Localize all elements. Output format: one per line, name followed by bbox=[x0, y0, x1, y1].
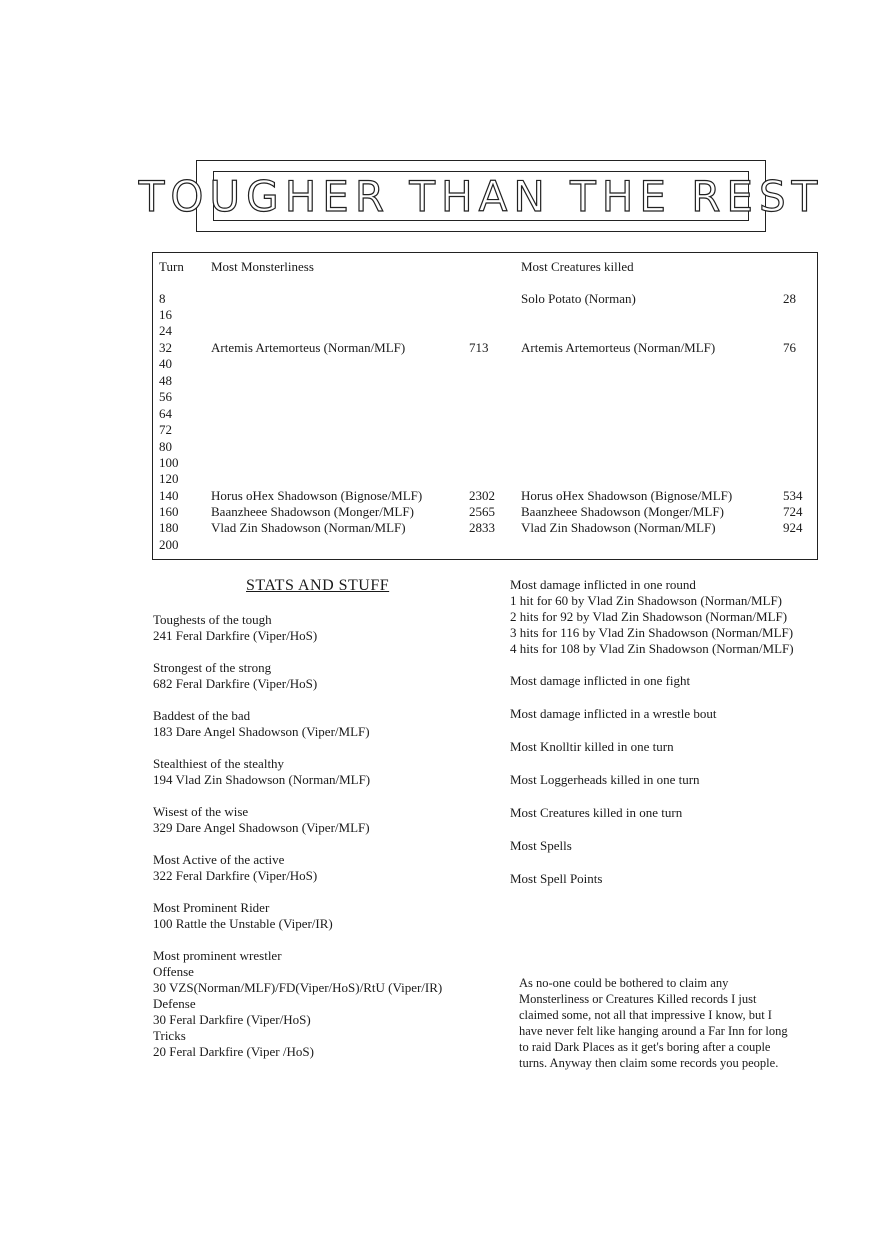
turn-cell: 24 bbox=[159, 323, 172, 338]
note-line: have never felt like hanging around a Far Inn for long bbox=[519, 1024, 788, 1038]
stat-block bbox=[153, 900, 493, 932]
record-label: Most Spells bbox=[510, 838, 572, 853]
turn-cell: 32 bbox=[159, 340, 172, 355]
creatures-value-cell: 924 bbox=[783, 520, 803, 535]
monsterliness-name-cell: Horus oHex Shadowson (Bignose/MLF) bbox=[211, 488, 423, 503]
turn-cell: 180 bbox=[159, 520, 179, 535]
stat-label: Baddest of the bad bbox=[153, 708, 251, 723]
table-row bbox=[153, 307, 817, 323]
stat-value: 100 Rattle the Unstable (Viper/IR) bbox=[153, 916, 333, 931]
note-line: As no-one could be bothered to claim any bbox=[519, 976, 729, 990]
creatures-name-cell: Horus oHex Shadowson (Bignose/MLF) bbox=[521, 488, 733, 503]
tricks-value: 20 Feral Darkfire (Viper /HoS) bbox=[153, 1044, 314, 1059]
creatures-value-cell: 724 bbox=[783, 504, 803, 519]
turn-cell: 48 bbox=[159, 373, 172, 388]
stat-value: 183 Dare Angel Shadowson (Viper/MLF) bbox=[153, 724, 370, 739]
table-row bbox=[153, 323, 817, 339]
creatures-value-cell: 534 bbox=[783, 488, 803, 503]
record-label: Most Knolltir killed in one turn bbox=[510, 739, 674, 754]
note-line: claimed some, not all that impressive I know, but I bbox=[519, 1008, 772, 1022]
wrestler-label: Most prominent wrestler bbox=[153, 948, 282, 963]
monsterliness-value-cell: 2565 bbox=[469, 504, 495, 519]
note-line: to raid Dark Places as it get's boring after a couple bbox=[519, 1040, 771, 1054]
table-row bbox=[153, 389, 817, 405]
table-row bbox=[153, 520, 817, 536]
table-row bbox=[153, 537, 817, 553]
note-line: Monsterliness or Creatures Killed records I just bbox=[519, 992, 757, 1006]
turn-cell: 40 bbox=[159, 356, 172, 371]
table-row bbox=[153, 422, 817, 438]
record-label: Most Spell Points bbox=[510, 871, 603, 886]
offense-label: Offense bbox=[153, 964, 194, 979]
turn-cell: 100 bbox=[159, 455, 179, 470]
table-row bbox=[153, 291, 817, 307]
turn-cell: 64 bbox=[159, 406, 172, 421]
creatures-name-cell: Vlad Zin Shadowson (Norman/MLF) bbox=[521, 520, 716, 535]
record-label: Most Creatures killed in one turn bbox=[510, 805, 683, 820]
damage-line: 1 hit for 60 by Vlad Zin Shadowson (Norman/MLF) bbox=[510, 593, 783, 608]
table-row bbox=[153, 471, 817, 487]
table-row bbox=[153, 439, 817, 455]
record-label: Most Loggerheads killed in one turn bbox=[510, 772, 700, 787]
tricks-label: Tricks bbox=[153, 1028, 186, 1043]
creatures-name-cell: Baanzheee Shadowson (Monger/MLF) bbox=[521, 504, 724, 519]
title-banner-inner bbox=[138, 171, 824, 221]
table-row bbox=[153, 373, 817, 389]
header-monsterliness: Most Monsterliness bbox=[211, 259, 314, 274]
damage-round-block bbox=[510, 577, 840, 657]
turn-cell: 140 bbox=[159, 488, 179, 503]
creatures-value-cell: 76 bbox=[783, 340, 796, 355]
records-table bbox=[152, 252, 818, 560]
stat-label: Wisest of the wise bbox=[153, 804, 249, 819]
defense-value: 30 Feral Darkfire (Viper/HoS) bbox=[153, 1012, 311, 1027]
table-row bbox=[153, 504, 817, 520]
damage-round-title: Most damage inflicted in one round bbox=[510, 577, 696, 592]
turn-cell: 200 bbox=[159, 537, 179, 552]
stats-left-column bbox=[153, 612, 493, 1076]
monsterliness-name-cell: Artemis Artemorteus (Norman/MLF) bbox=[211, 340, 406, 355]
monsterliness-value-cell: 2302 bbox=[469, 488, 495, 503]
stat-value: 241 Feral Darkfire (Viper/HoS) bbox=[153, 628, 318, 643]
turn-cell: 8 bbox=[159, 291, 166, 306]
stat-label: Most Active of the active bbox=[153, 852, 285, 867]
stats-heading: STATS AND STUFF bbox=[246, 577, 390, 594]
table-row bbox=[153, 356, 817, 372]
record-label: Most damage inflicted in one fight bbox=[510, 673, 691, 688]
note-line: turns. Anyway then claim some records you people. bbox=[519, 1056, 779, 1070]
stat-label: Strongest of the strong bbox=[153, 660, 272, 675]
page-title: TOUGHER THAN THE REST bbox=[138, 171, 824, 221]
defense-label: Defense bbox=[153, 996, 196, 1011]
stat-block bbox=[153, 708, 493, 740]
creatures-value-cell: 28 bbox=[783, 291, 796, 306]
table-row bbox=[153, 340, 817, 356]
turn-cell: 80 bbox=[159, 439, 172, 454]
stat-block bbox=[153, 804, 493, 836]
creatures-name-cell: Artemis Artemorteus (Norman/MLF) bbox=[521, 340, 716, 355]
monsterliness-value-cell: 713 bbox=[469, 340, 489, 355]
stat-label: Most Prominent Rider bbox=[153, 900, 270, 915]
monsterliness-name-cell: Vlad Zin Shadowson (Norman/MLF) bbox=[211, 520, 406, 535]
turn-cell: 72 bbox=[159, 422, 172, 437]
stat-block bbox=[153, 660, 493, 692]
turn-cell: 160 bbox=[159, 504, 179, 519]
table-row bbox=[153, 406, 817, 422]
turn-cell: 120 bbox=[159, 471, 179, 486]
monsterliness-name-cell: Baanzheee Shadowson (Monger/MLF) bbox=[211, 504, 414, 519]
stats-right-column bbox=[510, 577, 840, 904]
creatures-name-cell: Solo Potato (Norman) bbox=[521, 291, 636, 306]
stat-block bbox=[153, 756, 493, 788]
damage-line: 3 hits for 116 by Vlad Zin Shadowson (Norman/MLF) bbox=[510, 625, 794, 640]
record-label: Most damage inflicted in a wrestle bout bbox=[510, 706, 717, 721]
offense-value: 30 VZS(Norman/MLF)/FD(Viper/HoS)/RtU (Viper/IR) bbox=[153, 980, 443, 995]
turn-cell: 56 bbox=[159, 389, 172, 404]
other-records-list bbox=[510, 673, 840, 904]
stat-label: Toughests of the tough bbox=[153, 612, 272, 627]
damage-line: 4 hits for 108 by Vlad Zin Shadowson (Norman/MLF) bbox=[510, 641, 794, 656]
stat-value: 322 Feral Darkfire (Viper/HoS) bbox=[153, 868, 318, 883]
stat-value: 329 Dare Angel Shadowson (Viper/MLF) bbox=[153, 820, 370, 835]
title-banner bbox=[138, 160, 824, 232]
header-creatures-killed: Most Creatures killed bbox=[521, 259, 634, 274]
stat-value: 682 Feral Darkfire (Viper/HoS) bbox=[153, 676, 318, 691]
turn-cell: 16 bbox=[159, 307, 172, 322]
author-note bbox=[519, 975, 831, 1071]
header-turn: Turn bbox=[159, 259, 184, 274]
damage-line: 2 hits for 92 by Vlad Zin Shadowson (Norman/MLF) bbox=[510, 609, 788, 624]
table-row bbox=[153, 455, 817, 471]
wrestler-block bbox=[153, 948, 493, 1060]
stat-label: Stealthiest of the stealthy bbox=[153, 756, 285, 771]
stat-block bbox=[153, 612, 493, 644]
monsterliness-value-cell: 2833 bbox=[469, 520, 495, 535]
stat-value: 194 Vlad Zin Shadowson (Norman/MLF) bbox=[153, 772, 371, 787]
stat-block bbox=[153, 852, 493, 884]
table-row bbox=[153, 488, 817, 504]
